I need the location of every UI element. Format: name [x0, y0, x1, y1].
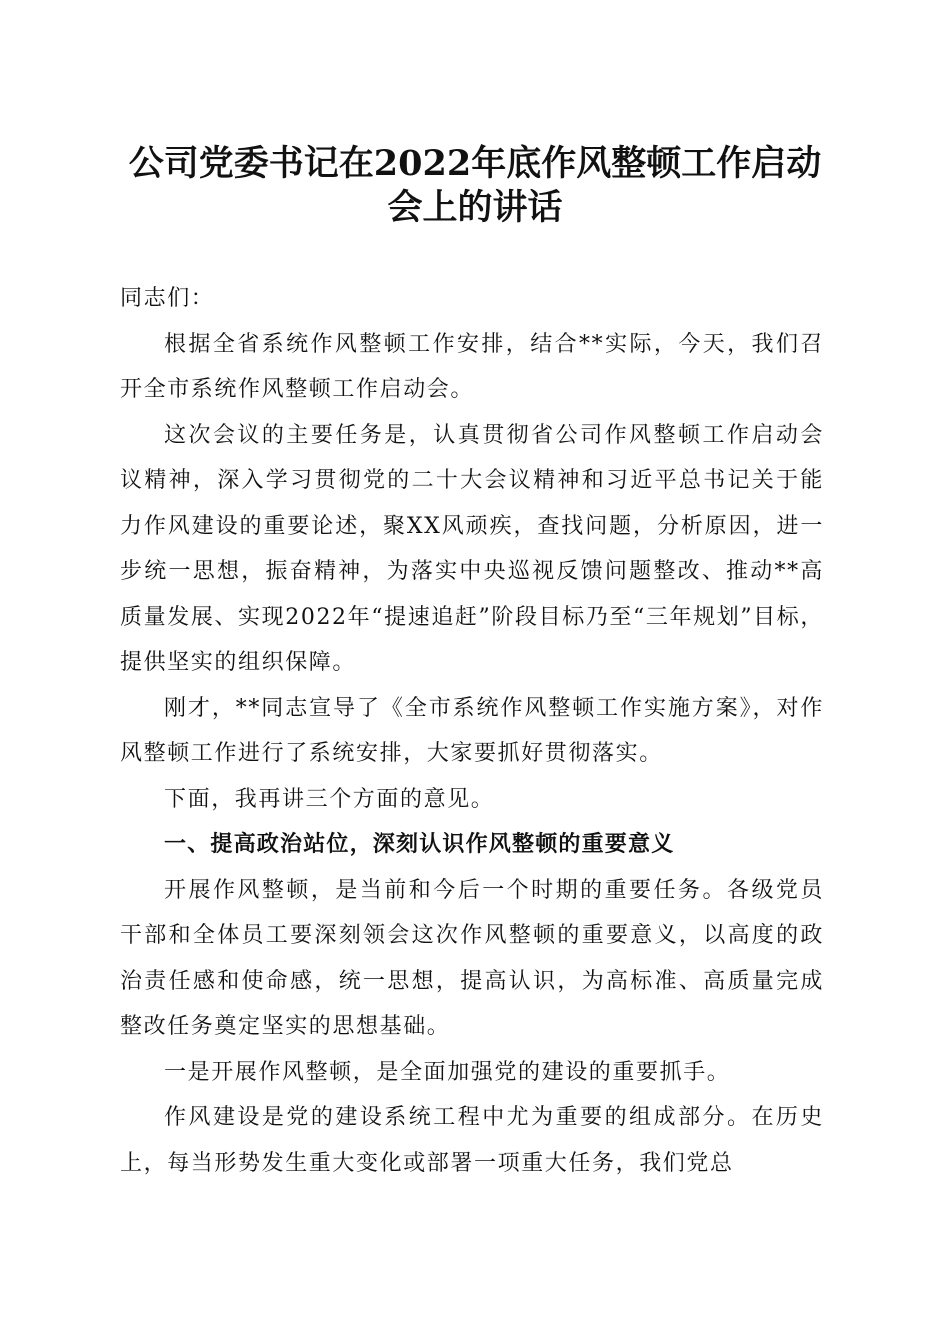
- point-heading-1: 一是开展作风整顿，是全面加强党的建设的重要抓手。: [164, 1059, 731, 1085]
- paragraph-meeting-task: 这次会议的主要任务是，认真贯彻省公司作风整顿工作启动会议精神，深入学习贯彻党的二十大会议精神和习近平总书记关于能力作风建设的重要论述，聚XX风顽疾，查找问题，分析原因，进一步统一思想，振奋精神，为落实中央巡视反馈问题整改、推动**高质量发展、实现2022年“提速追赶”阶段目标乃至“三年规划”目标，提供坚实的组织保障。: [120, 422, 824, 675]
- document-title-line-1: 公司党委书记在2022年底作风整顿工作启动: [128, 143, 822, 184]
- paragraph-section-1: 开展作风整顿，是当前和今后一个时期的重要任务。各级党员干部和全体员工要深刻领会这次作风整顿的重要意义，以高度的政治责任感和使命感，统一思想，提高认识，为高标准、高质量完成整改任务奠定坚实的思想基础。: [120, 877, 824, 1039]
- paragraph-plan: 刚才，**同志宣导了《全市系统作风整顿工作实施方案》，对作风整顿工作进行了系统安排，大家要抓好贯彻落实。: [120, 695, 824, 766]
- document-title-line-2: 会上的讲话: [387, 187, 563, 228]
- paragraph-transition: 下面，我再讲三个方面的意见。: [164, 786, 495, 812]
- paragraph-point-1: 作风建设是党的建设系统工程中尤为重要的组成部分。在历史上，每当形势发生重大变化或部署一项重大任务，我们党总: [120, 1105, 824, 1176]
- document-body: [120, 276, 824, 1186]
- salutation: 同志们：: [120, 286, 215, 311]
- paragraph-intro: 根据全省系统作风整顿工作安排，结合**实际，今天，我们召开全市系统作风整顿工作启动会。: [120, 331, 824, 402]
- section-heading-1: 一、提高政治站位，深刻认识作风整顿的重要意义: [164, 832, 675, 857]
